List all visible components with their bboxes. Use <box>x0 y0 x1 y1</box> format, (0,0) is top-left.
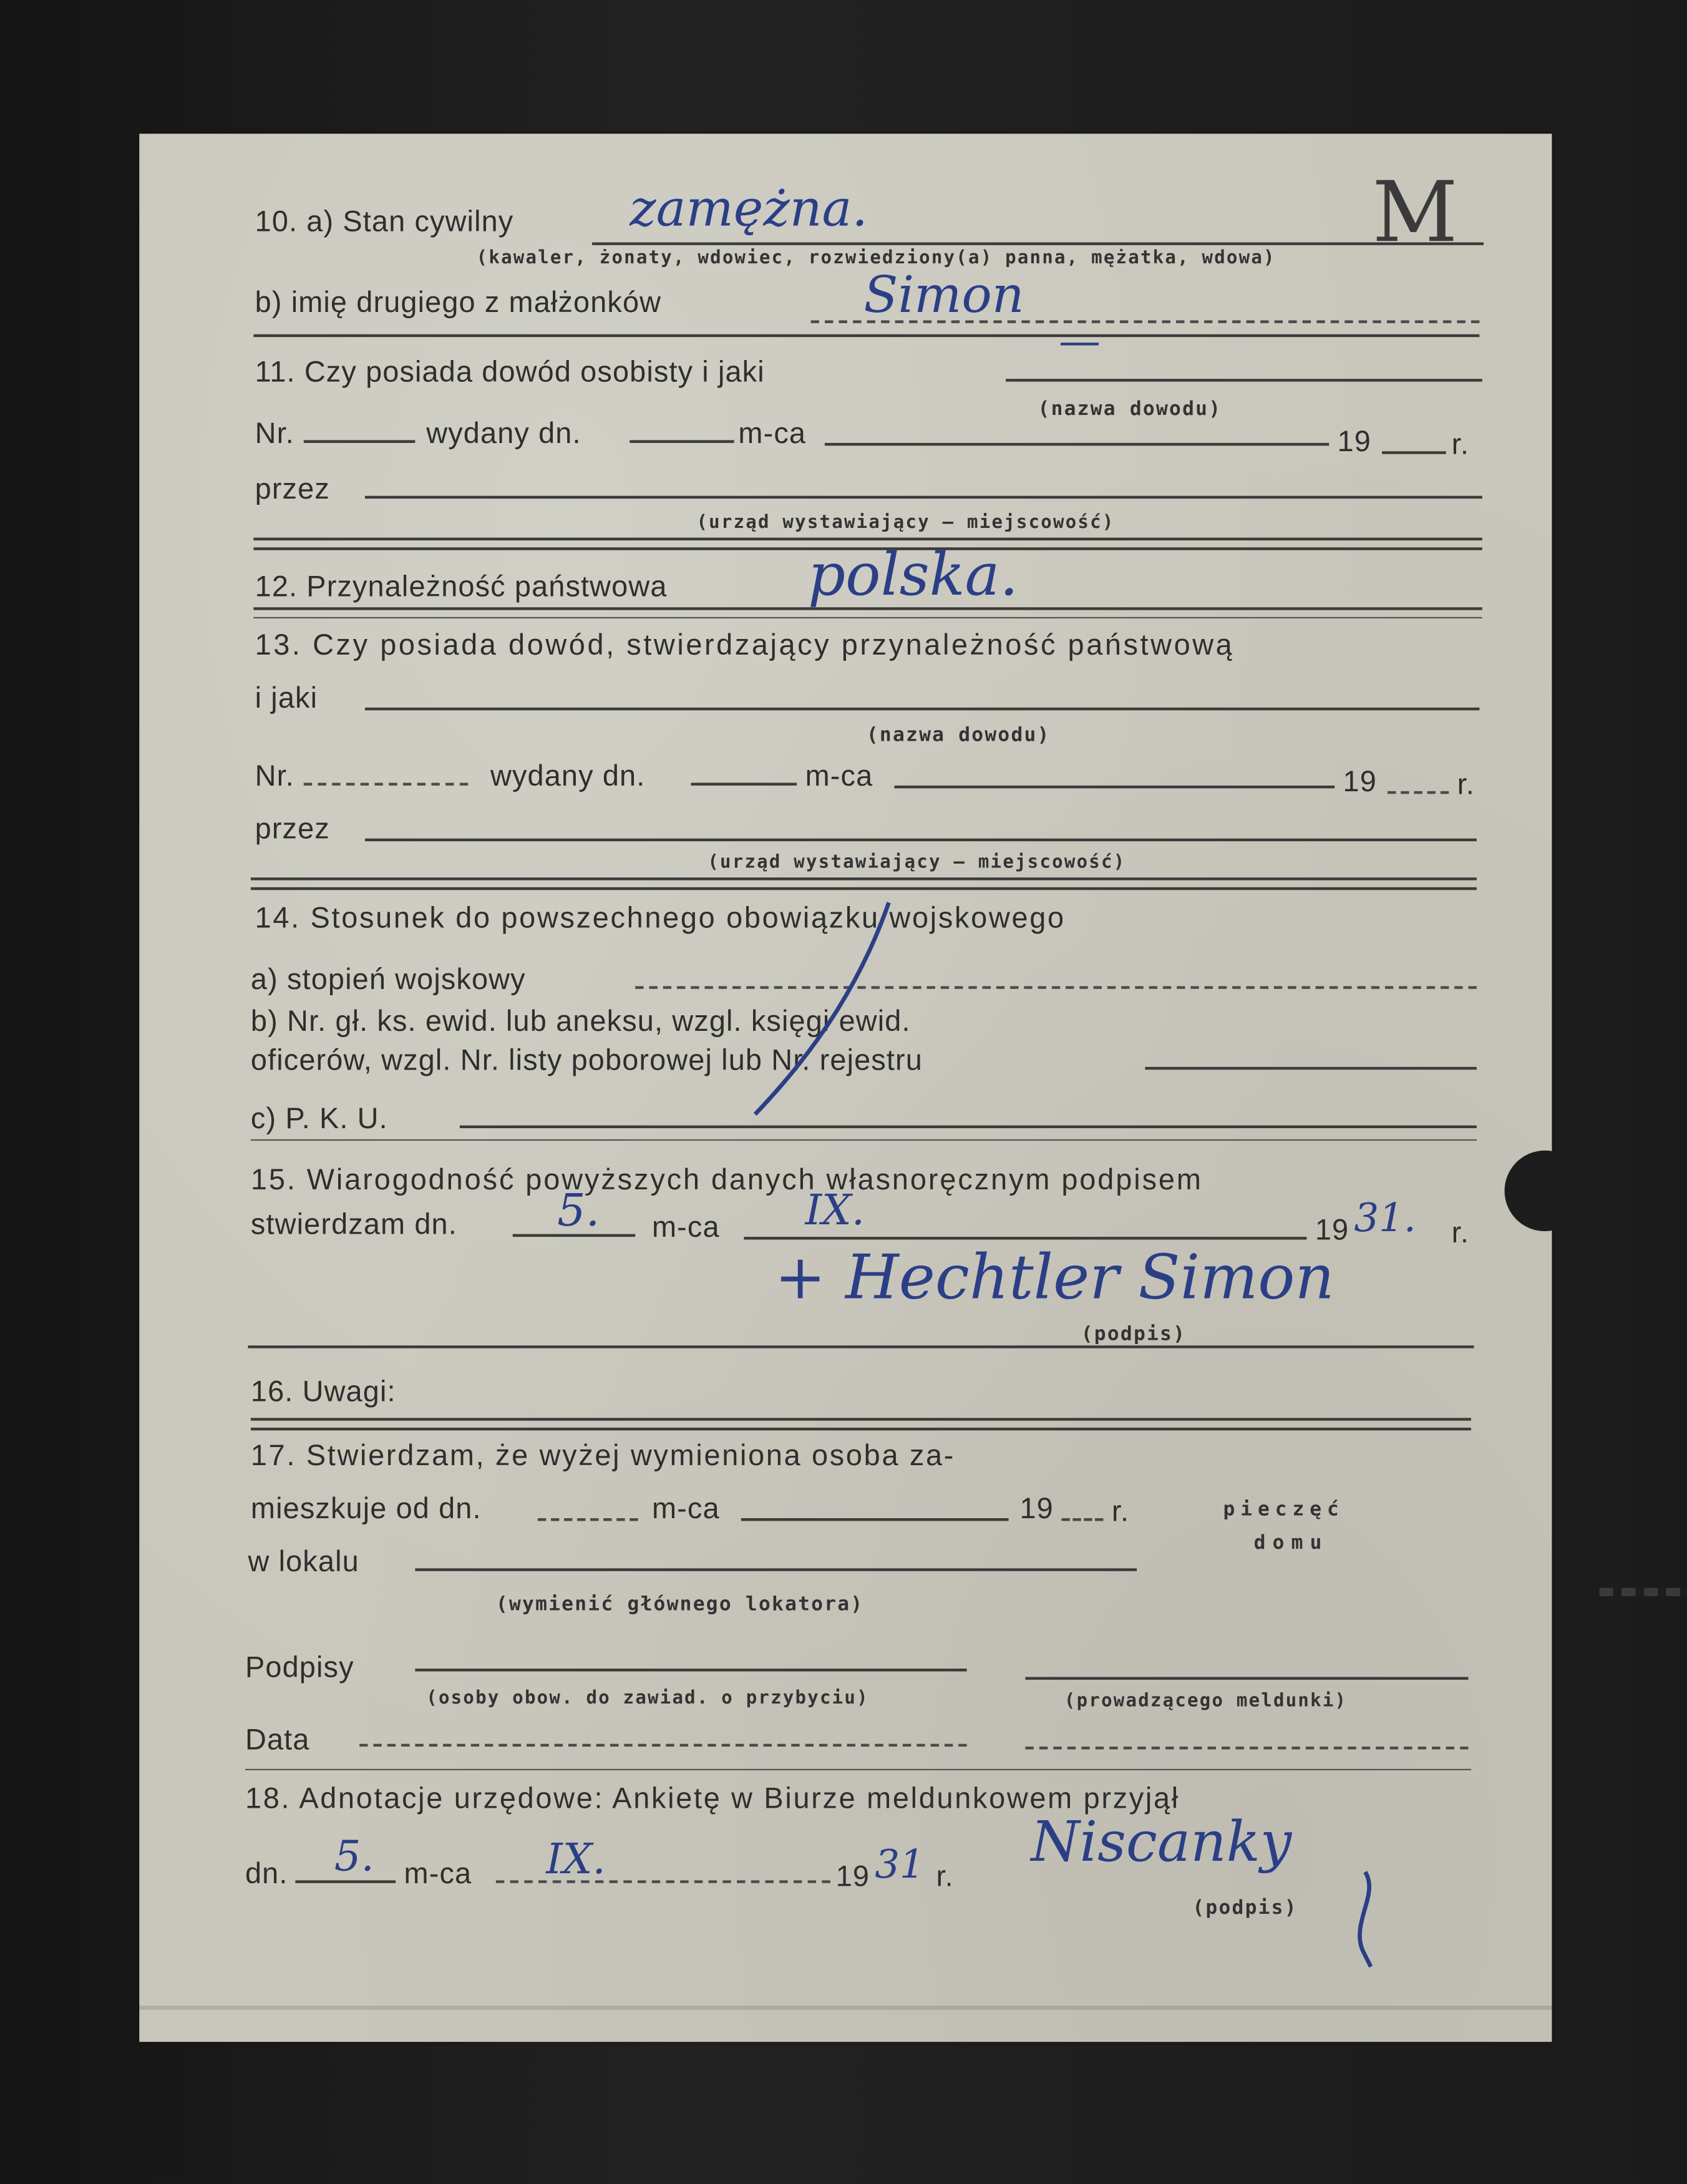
q18-year-value: 31 <box>875 1841 925 1888</box>
q11-line <box>1006 379 1482 381</box>
q17-podpisy-hint2: (prowadzącego meldunki) <box>1064 1690 1348 1712</box>
q11-year-label: 19 <box>1337 426 1371 459</box>
q15-signature: + Hechtler Simon <box>774 1242 1335 1314</box>
q12-line <box>253 607 1482 610</box>
q17-r-label: r. <box>1111 1496 1130 1528</box>
q13-wydany-label: wydany dn. <box>490 760 646 793</box>
q17-year-line <box>1061 1518 1103 1521</box>
q18-month: IX. <box>546 1835 606 1885</box>
q15-label2: stwierdzam dn. <box>250 1209 457 1241</box>
q11-month-line <box>825 443 1329 446</box>
q17-mca-label: m-ca <box>651 1493 720 1526</box>
q17-day-line <box>538 1518 638 1521</box>
q13-przez-hint: (urząd wystawiający — miejscowość) <box>707 852 1126 874</box>
q17-stamp-label2: domu <box>1253 1532 1329 1555</box>
q17-lokal-line <box>415 1568 1137 1571</box>
q12-value: polska. <box>808 540 1019 609</box>
q11-wydany-label: wydany dn. <box>426 417 581 450</box>
q13-label2: i jaki <box>255 682 318 715</box>
q13-nr-line <box>304 782 468 785</box>
q15-day-line <box>513 1234 635 1237</box>
card-fold <box>139 2006 1552 2010</box>
q15-r-label: r. <box>1451 1217 1469 1250</box>
q15-label: 15. Wiarogodność powyższych danych własnoręcznym podpisem <box>250 1164 1203 1197</box>
q17-lokal-label: w lokalu <box>248 1546 359 1578</box>
q11-mca-label: m-ca <box>738 417 807 450</box>
q17-podpisy-line1 <box>415 1669 966 1671</box>
q15-sign-line <box>248 1345 1474 1348</box>
q17-data-line2 <box>1025 1747 1468 1749</box>
q18-label: 18. Adnotacje urzędowe: Ankietę w Biurze meldunkowem przyjął <box>245 1783 1180 1815</box>
q13-hint: (nazwa dowodu) <box>866 724 1051 747</box>
q13-line <box>365 708 1479 710</box>
q14-strike-line <box>724 892 905 1128</box>
q11-day-line <box>630 440 734 442</box>
q18-day: 5. <box>334 1833 374 1882</box>
q15-mca-label: m-ca <box>651 1211 720 1244</box>
q17-divider <box>245 1769 1471 1770</box>
q18-signature: Niscanky <box>1031 1810 1292 1875</box>
q18-mca-label: m-ca <box>404 1858 472 1890</box>
q14-c-label: c) P. K. U. <box>250 1103 388 1136</box>
q10-b-line <box>811 320 1480 323</box>
q10-b-label: b) imię drugiego z małżonków <box>255 286 662 319</box>
q11-hint: (nazwa dowodu) <box>1038 398 1222 421</box>
q15-day: 5. <box>557 1184 600 1237</box>
q11-value-mark: — <box>1059 317 1101 367</box>
q15-sign-hint: (podpis) <box>1081 1323 1187 1346</box>
q11-nr-label: Nr. <box>255 417 294 450</box>
q15-year-value: 31. <box>1354 1195 1416 1241</box>
q15-year-prefix: 19 <box>1315 1214 1349 1247</box>
q10-a-line <box>592 242 1484 245</box>
card-notch <box>1505 1151 1586 1231</box>
q17-podpisy-line2 <box>1025 1677 1468 1679</box>
q18-day-line <box>295 1880 396 1883</box>
q10-divider <box>253 334 1479 337</box>
q17-label2: mieszkuje od dn. <box>250 1493 482 1526</box>
q13-r-label: r. <box>1457 769 1475 801</box>
q13-przez-line <box>365 839 1477 841</box>
q18-sign-hint: (podpis) <box>1192 1897 1298 1919</box>
q17-data-label: Data <box>245 1724 310 1757</box>
q17-data-line1 <box>359 1744 967 1747</box>
q16-divider <box>251 1418 1471 1430</box>
q11-nr-line <box>304 440 416 442</box>
q12-label: 12. Przynależność państwowa <box>255 571 668 603</box>
q11-przez-line <box>365 496 1482 499</box>
q11-year-line <box>1382 451 1446 454</box>
q14-b-label: b) Nr. gł. ks. ewid. lub aneksu, wzgl. księgi ewid. <box>250 1005 911 1038</box>
q12-divider <box>253 617 1482 618</box>
q18-dn-label: dn. <box>245 1858 288 1890</box>
q17-year-label: 19 <box>1019 1493 1054 1526</box>
binding-slot <box>1599 1588 1687 1596</box>
q11-przez-hint: (urząd wystawiający — miejscowość) <box>696 512 1115 534</box>
q14-b-label2: oficerów, wzgl. Nr. listy poborowej lub Nr. rejestru <box>250 1045 923 1077</box>
q11-r-label: r. <box>1451 429 1469 461</box>
q13-year-label: 19 <box>1343 766 1377 798</box>
q13-day-line <box>691 782 797 785</box>
q10-a-label: 10. a) Stan cywilny <box>255 206 514 238</box>
q13-przez-label: przez <box>255 813 330 846</box>
q14-c-line <box>460 1126 1477 1128</box>
q18-month-line <box>496 1880 830 1883</box>
q10-a-hint: (kawaler, żonaty, wdowiec, rozwiedziony(a) panna, mężatka, wdowa) <box>476 248 1276 269</box>
q13-year-line <box>1388 791 1449 794</box>
q17-label: 17. Stwierdzam, że wyżej wymieniona osoba za- <box>250 1440 956 1473</box>
q17-podpisy-label: Podpisy <box>245 1652 354 1684</box>
q10-a-value: zamężna. <box>630 181 868 238</box>
q17-podpisy-hint1: (osoby obow. do zawiad. o przybyciu) <box>426 1688 869 1709</box>
q16-label: 16. Uwagi: <box>250 1376 396 1408</box>
q17-month-line <box>741 1518 1009 1521</box>
q14-a-label: a) stopień wojskowy <box>250 963 526 996</box>
q11-przez-label: przez <box>255 473 330 506</box>
q18-r-label: r. <box>936 1861 954 1893</box>
q13-month-line <box>895 786 1335 788</box>
q13-mca-label: m-ca <box>805 760 873 793</box>
q15-month-line <box>744 1237 1306 1239</box>
q14-divider <box>251 1139 1477 1141</box>
corner-mark: M <box>1372 164 1458 262</box>
q10-b-value: Simon <box>863 267 1024 325</box>
q13-divider <box>251 877 1477 890</box>
q13-nr-label: Nr. <box>255 760 294 793</box>
q18-year-prefix: 19 <box>835 1861 870 1893</box>
q18-signature-tail <box>1323 1866 1407 1978</box>
q15-month: IX. <box>805 1186 865 1236</box>
q14-label: 14. Stosunek do powszechnego obowiązku wojskowego <box>255 902 1066 935</box>
q11-label: 11. Czy posiada dowód osobisty i jaki <box>255 356 765 389</box>
q14-b-line <box>1145 1067 1476 1070</box>
q13-label: 13. Czy posiada dowód, stwierdzający przynależność państwową <box>255 629 1235 662</box>
q17-lokal-hint: (wymienić głównego lokatora) <box>495 1593 864 1616</box>
q17-stamp-label: pieczęć <box>1223 1498 1344 1521</box>
